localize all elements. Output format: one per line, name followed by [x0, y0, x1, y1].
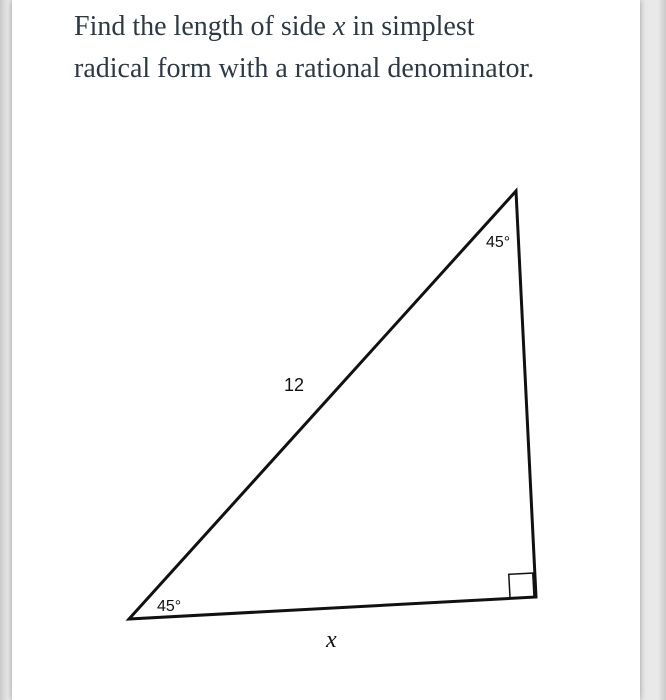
right-angle-marker: [509, 573, 534, 598]
question-variable: x: [332, 11, 346, 42]
hypotenuse-label: 12: [284, 375, 305, 395]
question-line1-start: Find the length of side: [74, 11, 333, 42]
top-angle-label: 45°: [486, 234, 511, 251]
question-line1-end: in simplest: [345, 11, 475, 42]
question-line2: radical form with a rational denominator.: [74, 53, 535, 84]
triangle: [129, 191, 536, 619]
bottom-left-angle-label: 45°: [157, 598, 182, 615]
bottom-side-label: x: [326, 627, 337, 653]
